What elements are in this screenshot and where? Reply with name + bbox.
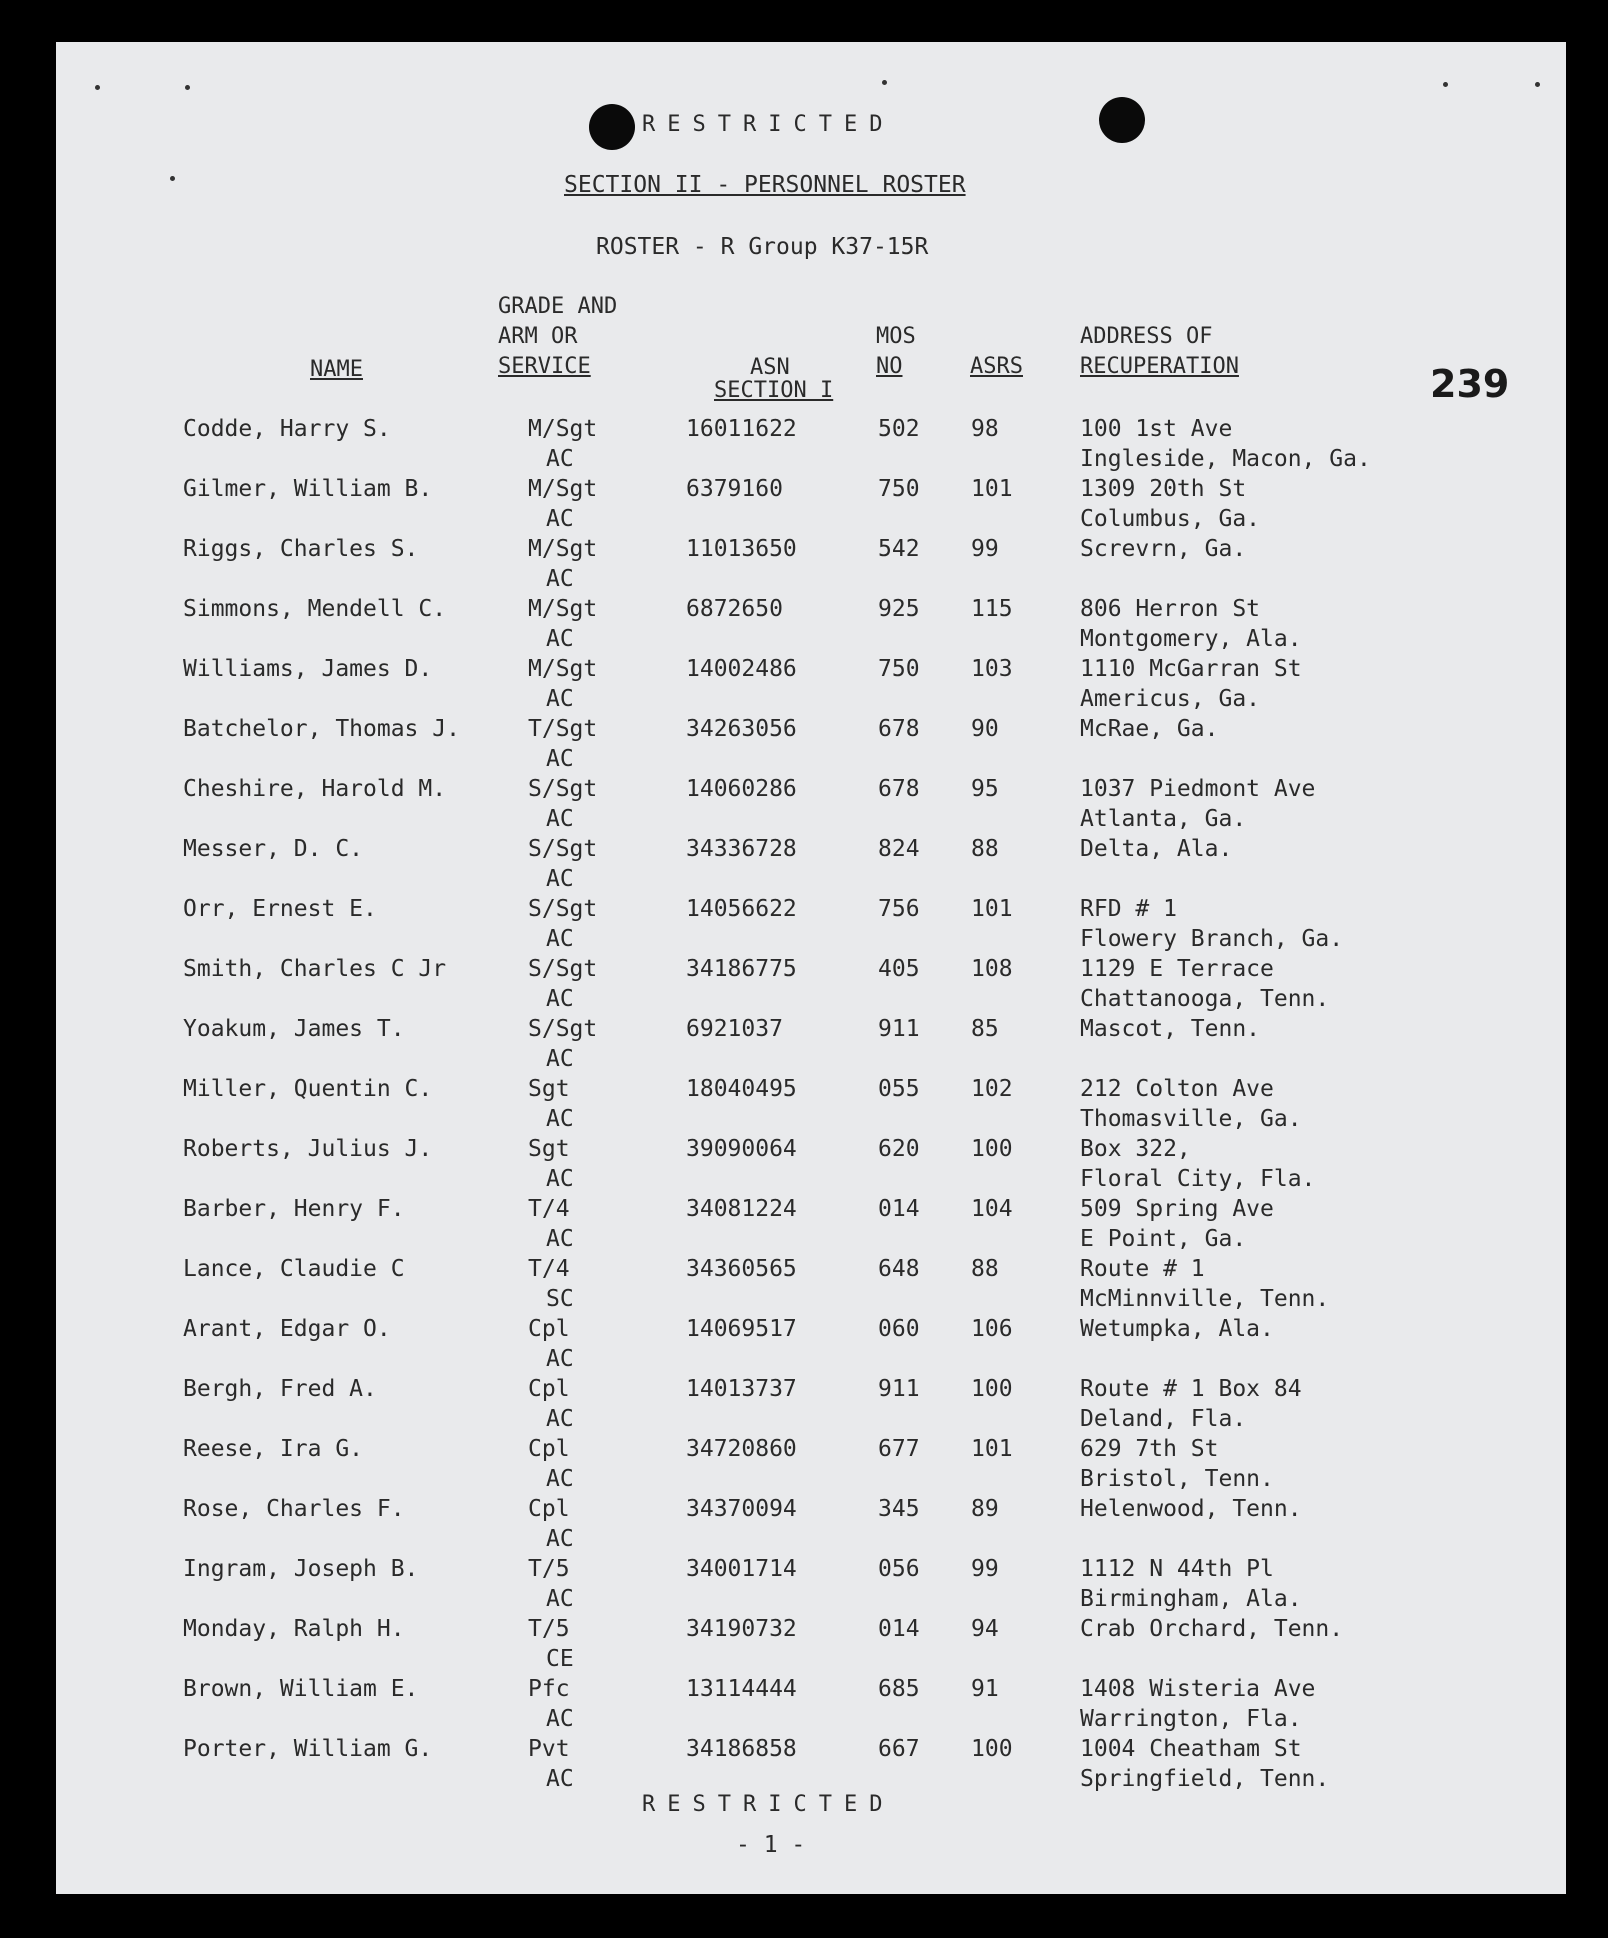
row-name: Batchelor, Thomas J. xyxy=(183,716,460,742)
row-mos-number: 750 xyxy=(878,476,920,502)
row-name: Williams, James D. xyxy=(183,656,433,682)
row-asn: 34001714 xyxy=(686,1556,797,1582)
row-address-line1: 1408 Wisteria Ave xyxy=(1080,1676,1316,1702)
row-name: Riggs, Charles S. xyxy=(183,536,419,562)
row-address-line1: 1004 Cheatham St xyxy=(1080,1736,1302,1762)
row-arm-service: AC xyxy=(546,1346,574,1372)
row-asn: 34081224 xyxy=(686,1196,797,1222)
row-asrs: 104 xyxy=(971,1196,1013,1222)
row-asn: 39090064 xyxy=(686,1136,797,1162)
table-row xyxy=(0,1316,1608,1376)
speck xyxy=(185,85,190,90)
row-grade: Pfc xyxy=(528,1676,570,1702)
row-asrs: 102 xyxy=(971,1076,1013,1102)
row-address-line1: Mascot, Tenn. xyxy=(1080,1016,1261,1042)
row-asn: 34263056 xyxy=(686,716,797,742)
row-address-line2: Columbus, Ga. xyxy=(1080,506,1261,532)
table-row xyxy=(0,656,1608,716)
speck xyxy=(1535,82,1540,87)
table-row xyxy=(0,1256,1608,1316)
row-asrs: 89 xyxy=(971,1496,999,1522)
row-name: Messer, D. C. xyxy=(183,836,364,862)
section-title: SECTION II - PERSONNEL ROSTER xyxy=(564,172,966,198)
row-arm-service: AC xyxy=(546,746,574,772)
row-address-line1: Route # 1 xyxy=(1080,1256,1205,1282)
address-header-line2: RECUPERATION xyxy=(1080,354,1239,379)
row-arm-service: AC xyxy=(546,1586,574,1612)
row-address-line2: Warrington, Fla. xyxy=(1080,1706,1302,1732)
row-arm-service: AC xyxy=(546,626,574,652)
row-arm-service: AC xyxy=(546,1706,574,1732)
row-asrs: 101 xyxy=(971,896,1013,922)
table-row xyxy=(0,1136,1608,1196)
row-mos-number: 925 xyxy=(878,596,920,622)
row-address-line2: McMinnville, Tenn. xyxy=(1080,1286,1330,1312)
row-name: Cheshire, Harold M. xyxy=(183,776,447,802)
row-asn: 6872650 xyxy=(686,596,783,622)
row-mos-number: 677 xyxy=(878,1436,920,1462)
row-address-line2: Atlanta, Ga. xyxy=(1080,806,1247,832)
row-name: Monday, Ralph H. xyxy=(183,1616,405,1642)
row-mos-number: 911 xyxy=(878,1376,920,1402)
table-row xyxy=(0,1736,1608,1796)
row-asrs: 100 xyxy=(971,1736,1013,1762)
row-address-line2: Springfield, Tenn. xyxy=(1080,1766,1330,1792)
table-row xyxy=(0,1196,1608,1256)
row-arm-service: AC xyxy=(546,926,574,952)
speck xyxy=(882,80,887,85)
table-row xyxy=(0,1556,1608,1616)
row-grade: Cpl xyxy=(528,1376,570,1402)
restricted-bottom: RESTRICTED xyxy=(642,1792,895,1817)
row-asrs: 99 xyxy=(971,536,999,562)
row-mos-number: 055 xyxy=(878,1076,920,1102)
row-asrs: 95 xyxy=(971,776,999,802)
row-mos-number: 685 xyxy=(878,1676,920,1702)
speck xyxy=(1443,82,1448,87)
row-name: Miller, Quentin C. xyxy=(183,1076,433,1102)
table-row xyxy=(0,476,1608,536)
row-asrs: 101 xyxy=(971,1436,1013,1462)
row-address-line1: 509 Spring Ave xyxy=(1080,1196,1274,1222)
row-mos-number: 345 xyxy=(878,1496,920,1522)
row-name: Simmons, Mendell C. xyxy=(183,596,447,622)
row-asn: 14056622 xyxy=(686,896,797,922)
row-asn: 34360565 xyxy=(686,1256,797,1282)
row-mos-number: 542 xyxy=(878,536,920,562)
row-name: Barber, Henry F. xyxy=(183,1196,405,1222)
row-name: Porter, William G. xyxy=(183,1736,433,1762)
row-asrs: 90 xyxy=(971,716,999,742)
row-mos-number: 502 xyxy=(878,416,920,442)
row-address-line1: 212 Colton Ave xyxy=(1080,1076,1274,1102)
row-asn: 34336728 xyxy=(686,836,797,862)
row-arm-service: AC xyxy=(546,1166,574,1192)
table-row xyxy=(0,1376,1608,1436)
row-name: Ingram, Joseph B. xyxy=(183,1556,419,1582)
row-address-line1: 806 Herron St xyxy=(1080,596,1261,622)
row-address-line1: Crab Orchard, Tenn. xyxy=(1080,1616,1344,1642)
row-arm-service: AC xyxy=(546,806,574,832)
row-grade: S/Sgt xyxy=(528,776,598,802)
row-asn: 13114444 xyxy=(686,1676,797,1702)
row-asn: 34186775 xyxy=(686,956,797,982)
row-arm-service: AC xyxy=(546,1226,574,1252)
row-grade: T/5 xyxy=(528,1556,570,1582)
address-header-line1: ADDRESS OF xyxy=(1080,324,1213,349)
punch-hole-left xyxy=(589,104,635,150)
row-mos-number: 824 xyxy=(878,836,920,862)
row-arm-service: SC xyxy=(546,1286,574,1312)
row-name: Orr, Ernest E. xyxy=(183,896,377,922)
row-mos-number: 620 xyxy=(878,1136,920,1162)
table-row xyxy=(0,836,1608,896)
row-address-line1: Delta, Ala. xyxy=(1080,836,1233,862)
row-asn: 18040495 xyxy=(686,1076,797,1102)
table-row xyxy=(0,716,1608,776)
table-row xyxy=(0,1496,1608,1556)
row-asrs: 106 xyxy=(971,1316,1013,1342)
row-name: Arant, Edgar O. xyxy=(183,1316,391,1342)
column-header-grade xyxy=(498,292,617,382)
row-arm-service: AC xyxy=(546,1106,574,1132)
row-asrs: 103 xyxy=(971,656,1013,682)
row-address-line2: Floral City, Fla. xyxy=(1080,1166,1316,1192)
table-row xyxy=(0,1016,1608,1076)
row-grade: Pvt xyxy=(528,1736,570,1762)
row-asrs: 98 xyxy=(971,416,999,442)
row-address-line2: Montgomery, Ala. xyxy=(1080,626,1302,652)
row-grade: T/Sgt xyxy=(528,716,598,742)
row-name: Lance, Claudie C xyxy=(183,1256,405,1282)
row-grade: M/Sgt xyxy=(528,656,598,682)
row-asn: 14013737 xyxy=(686,1376,797,1402)
row-address-line1: 1309 20th St xyxy=(1080,476,1247,502)
row-address-line2: Flowery Branch, Ga. xyxy=(1080,926,1344,952)
row-address-line1: Helenwood, Tenn. xyxy=(1080,1496,1302,1522)
row-asn: 16011622 xyxy=(686,416,797,442)
row-grade: T/4 xyxy=(528,1256,570,1282)
restricted-top: RESTRICTED xyxy=(642,112,895,137)
row-arm-service: AC xyxy=(546,1526,574,1552)
row-grade: M/Sgt xyxy=(528,476,598,502)
row-arm-service: AC xyxy=(546,686,574,712)
row-asrs: 101 xyxy=(971,476,1013,502)
page-stamp: 239 xyxy=(1430,362,1510,406)
row-mos-number: 750 xyxy=(878,656,920,682)
row-arm-service: AC xyxy=(546,506,574,532)
row-grade: T/4 xyxy=(528,1196,570,1222)
column-header-asn: ASN xyxy=(750,355,790,380)
row-arm-service: AC xyxy=(546,1466,574,1492)
row-name: Roberts, Julius J. xyxy=(183,1136,433,1162)
row-mos-number: 756 xyxy=(878,896,920,922)
column-header-name: NAME xyxy=(310,357,363,382)
row-mos-number: 405 xyxy=(878,956,920,982)
table-row xyxy=(0,536,1608,596)
row-mos-number: 667 xyxy=(878,1736,920,1762)
mos-header-line2: NO xyxy=(876,354,903,379)
row-address-line1: Screvrn, Ga. xyxy=(1080,536,1247,562)
row-asrs: 100 xyxy=(971,1376,1013,1402)
row-asrs: 115 xyxy=(971,596,1013,622)
row-name: Brown, William E. xyxy=(183,1676,419,1702)
row-grade: S/Sgt xyxy=(528,836,598,862)
row-address-line2: Ingleside, Macon, Ga. xyxy=(1080,446,1371,472)
row-mos-number: 014 xyxy=(878,1196,920,1222)
table-row xyxy=(0,1676,1608,1736)
roster-subtitle: ROSTER - R Group K37-15R xyxy=(596,234,929,260)
grade-header-line1: GRADE AND xyxy=(498,294,618,319)
row-asrs: 88 xyxy=(971,836,999,862)
row-arm-service: AC xyxy=(546,1046,574,1072)
row-asn: 6921037 xyxy=(686,1016,783,1042)
row-grade: Sgt xyxy=(528,1136,570,1162)
row-address-line1: Route # 1 Box 84 xyxy=(1080,1376,1302,1402)
grade-header-line3: SERVICE xyxy=(498,354,591,379)
row-grade: Cpl xyxy=(528,1436,570,1462)
table-row xyxy=(0,1076,1608,1136)
row-name: Codde, Harry S. xyxy=(183,416,391,442)
row-asn: 14069517 xyxy=(686,1316,797,1342)
row-address-line2: E Point, Ga. xyxy=(1080,1226,1247,1252)
column-header-address xyxy=(1080,322,1239,382)
row-mos-number: 056 xyxy=(878,1556,920,1582)
row-address-line1: 1110 McGarran St xyxy=(1080,656,1302,682)
row-name: Bergh, Fred A. xyxy=(183,1376,377,1402)
row-arm-service: AC xyxy=(546,866,574,892)
row-address-line1: RFD # 1 xyxy=(1080,896,1177,922)
row-asrs: 91 xyxy=(971,1676,999,1702)
row-asn: 11013650 xyxy=(686,536,797,562)
row-name: Reese, Ira G. xyxy=(183,1436,364,1462)
row-address-line1: 100 1st Ave xyxy=(1080,416,1233,442)
row-grade: S/Sgt xyxy=(528,956,598,982)
row-arm-service: AC xyxy=(546,986,574,1012)
row-address-line2: Chattanooga, Tenn. xyxy=(1080,986,1330,1012)
table-row xyxy=(0,776,1608,836)
row-address-line2: Bristol, Tenn. xyxy=(1080,1466,1274,1492)
column-header-mos xyxy=(876,322,916,382)
row-name: Rose, Charles F. xyxy=(183,1496,405,1522)
row-grade: M/Sgt xyxy=(528,596,598,622)
row-address-line2: Americus, Ga. xyxy=(1080,686,1261,712)
row-arm-service: AC xyxy=(546,566,574,592)
row-grade: Sgt xyxy=(528,1076,570,1102)
row-arm-service: AC xyxy=(546,1406,574,1432)
row-mos-number: 648 xyxy=(878,1256,920,1282)
row-address-line1: 1112 N 44th Pl xyxy=(1080,1556,1274,1582)
row-mos-number: 014 xyxy=(878,1616,920,1642)
row-name: Yoakum, James T. xyxy=(183,1016,405,1042)
row-address-line2: Birmingham, Ala. xyxy=(1080,1586,1302,1612)
table-row xyxy=(0,1436,1608,1496)
row-address-line1: McRae, Ga. xyxy=(1080,716,1219,742)
row-asrs: 85 xyxy=(971,1016,999,1042)
row-asrs: 94 xyxy=(971,1616,999,1642)
row-asn: 34190732 xyxy=(686,1616,797,1642)
row-asrs: 88 xyxy=(971,1256,999,1282)
row-asn: 34720860 xyxy=(686,1436,797,1462)
row-asrs: 108 xyxy=(971,956,1013,982)
table-row xyxy=(0,596,1608,656)
row-asn: 34186858 xyxy=(686,1736,797,1762)
grade-header-line2: ARM OR xyxy=(498,324,578,349)
row-address-line2: Deland, Fla. xyxy=(1080,1406,1247,1432)
row-grade: S/Sgt xyxy=(528,1016,598,1042)
row-grade: T/5 xyxy=(528,1616,570,1642)
row-asrs: 100 xyxy=(971,1136,1013,1162)
mos-header-line1: MOS xyxy=(876,324,916,349)
row-address-line1: 1129 E Terrace xyxy=(1080,956,1274,982)
row-arm-service: AC xyxy=(546,446,574,472)
speck xyxy=(170,176,175,181)
table-row xyxy=(0,416,1608,476)
row-grade: Cpl xyxy=(528,1316,570,1342)
row-asn: 6379160 xyxy=(686,476,783,502)
row-arm-service: AC xyxy=(546,1766,574,1792)
row-address-line1: Box 322, xyxy=(1080,1136,1191,1162)
row-asn: 14060286 xyxy=(686,776,797,802)
row-mos-number: 060 xyxy=(878,1316,920,1342)
page-number: - 1 - xyxy=(736,1832,806,1858)
speck xyxy=(95,85,100,90)
row-asn: 34370094 xyxy=(686,1496,797,1522)
row-mos-number: 678 xyxy=(878,716,920,742)
table-row xyxy=(0,896,1608,956)
row-grade: M/Sgt xyxy=(528,536,598,562)
column-header-asn-section: SECTION I xyxy=(714,378,834,403)
row-mos-number: 678 xyxy=(878,776,920,802)
row-asrs: 99 xyxy=(971,1556,999,1582)
row-mos-number: 911 xyxy=(878,1016,920,1042)
row-address-line1: Wetumpka, Ala. xyxy=(1080,1316,1274,1342)
row-asn: 14002486 xyxy=(686,656,797,682)
row-name: Gilmer, William B. xyxy=(183,476,433,502)
row-grade: S/Sgt xyxy=(528,896,598,922)
table-row xyxy=(0,1616,1608,1676)
row-grade: M/Sgt xyxy=(528,416,598,442)
punch-hole-right xyxy=(1099,97,1145,143)
row-address-line2: Thomasville, Ga. xyxy=(1080,1106,1302,1132)
row-grade: Cpl xyxy=(528,1496,570,1522)
row-arm-service: CE xyxy=(546,1646,574,1672)
row-address-line1: 629 7th St xyxy=(1080,1436,1219,1462)
table-row xyxy=(0,956,1608,1016)
row-name: Smith, Charles C Jr xyxy=(183,956,447,982)
row-address-line1: 1037 Piedmont Ave xyxy=(1080,776,1316,802)
column-header-asrs: ASRS xyxy=(970,354,1023,379)
